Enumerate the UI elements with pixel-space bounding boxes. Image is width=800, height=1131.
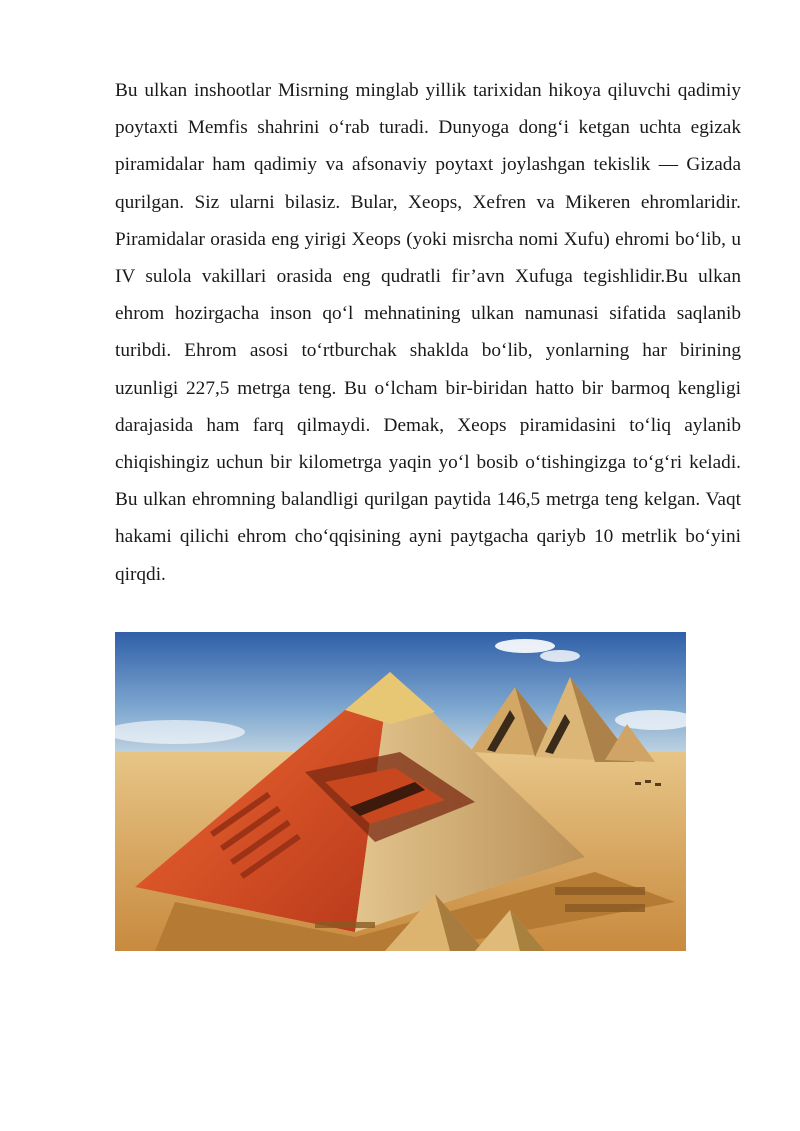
pyramid-cutaway-icon bbox=[115, 632, 686, 951]
body-paragraph: Bu ulkan inshootlar Misrning minglab yillik tarixidan hikoya qiluvchi qadimiy poytaxti Memfis shahrini o‘rab turadi. Dunyoga dong‘i ketgan uchta egizak piramidalar ham qadimiy va afsonaviy poytaxt joylashgan tekislik — Gizada qurilgan. Siz ularni bilasiz. Bular, Xeops, Xefren va Mikeren ehromlaridir. Piramidalar orasida eng yirigi Xeops (yoki misrcha nomi Xufu) ehromi bo‘lib, u IV sulola vakillari orasida eng qudratli fir’avn Xufuga tegishlidir.Bu ulkan ehrom hozirgacha inson qo‘l mehnatining ulkan namunasi sifatida saqlanib turibdi. Ehrom asosi to‘rtburchak shaklda bo‘lib, yonlarning har birining uzunligi 227,5 metrga teng. Bu o‘lcham bir-biridan hatto bir barmoq kengligi darajasida ham farq qilmaydi. Demak, Xeops piramidasini to‘liq aylanib chiqishingiz uchun bir kilometrga yaqin yo‘l bosib o‘tishingizga to‘g‘ri keladi. Bu ulkan ehromning balandligi qurilgan paytida 146,5 metrga teng kelgan. Vaqt hakami qilichi ehrom cho‘qqisining ayni paytgacha qariyb 10 metrlik bo‘yini qirqdi. bbox=[115, 80, 741, 585]
pyramid-illustration bbox=[115, 632, 686, 951]
